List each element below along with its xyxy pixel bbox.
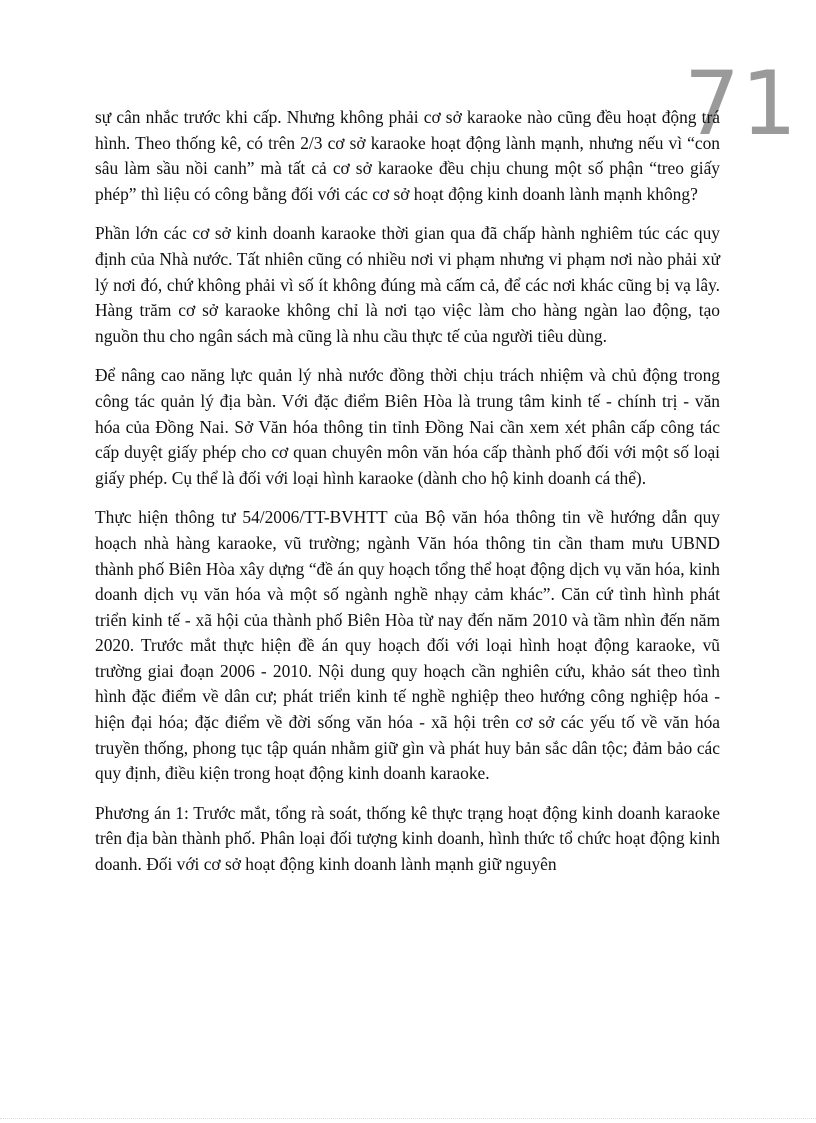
paragraph: Phương án 1: Trước mắt, tổng rà soát, thống kê thực trạng hoạt động kinh doanh karaoke trên địa bàn thành phố. Phân loại đối tượng kinh doanh, hình thức tổ chức hoạt động kinh doanh. Đối với cơ sở hoạt động kinh doanh lành mạnh giữ nguyên: [95, 802, 720, 875]
paragraph: Để nâng cao năng lực quản lý nhà nước đồng thời chịu trách nhiệm và chủ động trong công tác quản lý địa bàn. Với đặc điểm Biên Hòa là trung tâm kinh tế - chính trị - văn hóa của Đồng Nai. Sở Văn hóa thông tin tỉnh Đồng Nai cần xem xét phân cấp công tác cấp duyệt giấy phép cho cơ quan chuyên môn văn hóa cấp thành phố đối với một số loại giấy phép. Cụ thể là đối với loại hình karaoke (dành cho hộ kinh doanh cá thể).: [95, 365, 720, 488]
page-number: 71: [684, 52, 798, 155]
page-bottom-divider: [0, 1118, 816, 1119]
paragraph: Phần lớn các cơ sở kinh doanh karaoke thời gian qua đã chấp hành nghiêm túc các quy định của Nhà nước. Tất nhiên cũng có nhiều nơi vi phạm nhưng vi phạm nơi nào phải xử lý nơi đó, chứ không phải vì số ít không đúng mà cấm cả, để các nơi khác cũng bị vạ lây. Hàng trăm cơ sở karaoke không chỉ là nơi tạo việc làm cho hàng ngàn lao động, tạo nguồn thu cho ngân sách mà cũng là nhu cầu thực tế của người tiêu dùng.: [95, 223, 720, 346]
paragraph: Thực hiện thông tư 54/2006/TT-BVHTT của Bộ văn hóa thông tin về hướng dẫn quy hoạch nhà hàng karaoke, vũ trường; ngành Văn hóa thông tin cần tham mưu UBND thành phố Biên Hòa xây dựng “đề án quy hoạch tổng thể hoạt động dịch vụ văn hóa, kinh doanh dịch vụ văn hóa và một số ngành nghề nhạy cảm khác”. Căn cứ tình hình phát triển kinh tế - xã hội của thành phố Biên Hòa từ nay đến năm 2010 và tầm nhìn đến năm 2020. Trước mắt thực hiện đề án quy hoạch đối với loại hình hoạt động karaoke, vũ trường giai đoạn 2006 - 2010. Nội dung quy hoạch cần nghiên cứu, khảo sát theo tình hình đặc điểm về dân cư; phát triển kinh tế nghề nghiệp theo hướng công nghiệp hóa - hiện đại hóa; đặc điểm về đời sống văn hóa - xã hội trên cơ sở các yếu tố về văn hóa truyền thống, phong tục tập quán nhằm giữ gìn và phát huy bản sắc dân tộc; đảm bảo các quy định, điều kiện trong hoạt động kinh doanh karaoke.: [95, 507, 720, 784]
body-text: [95, 105, 720, 892]
paragraph: sự cân nhắc trước khi cấp. Nhưng không phải cơ sở karaoke nào cũng đều hoạt động trá hình. Theo thống kê, có trên 2/3 cơ sở karaoke hoạt động lành mạnh, nhưng nếu vì “con sâu làm sầu nồi canh” mà tất cả cơ sở karaoke đều chịu chung một số phận “treo giấy phép” thì liệu có công bằng đối với các cơ sở hoạt động kinh doanh lành mạnh không?: [95, 107, 720, 204]
